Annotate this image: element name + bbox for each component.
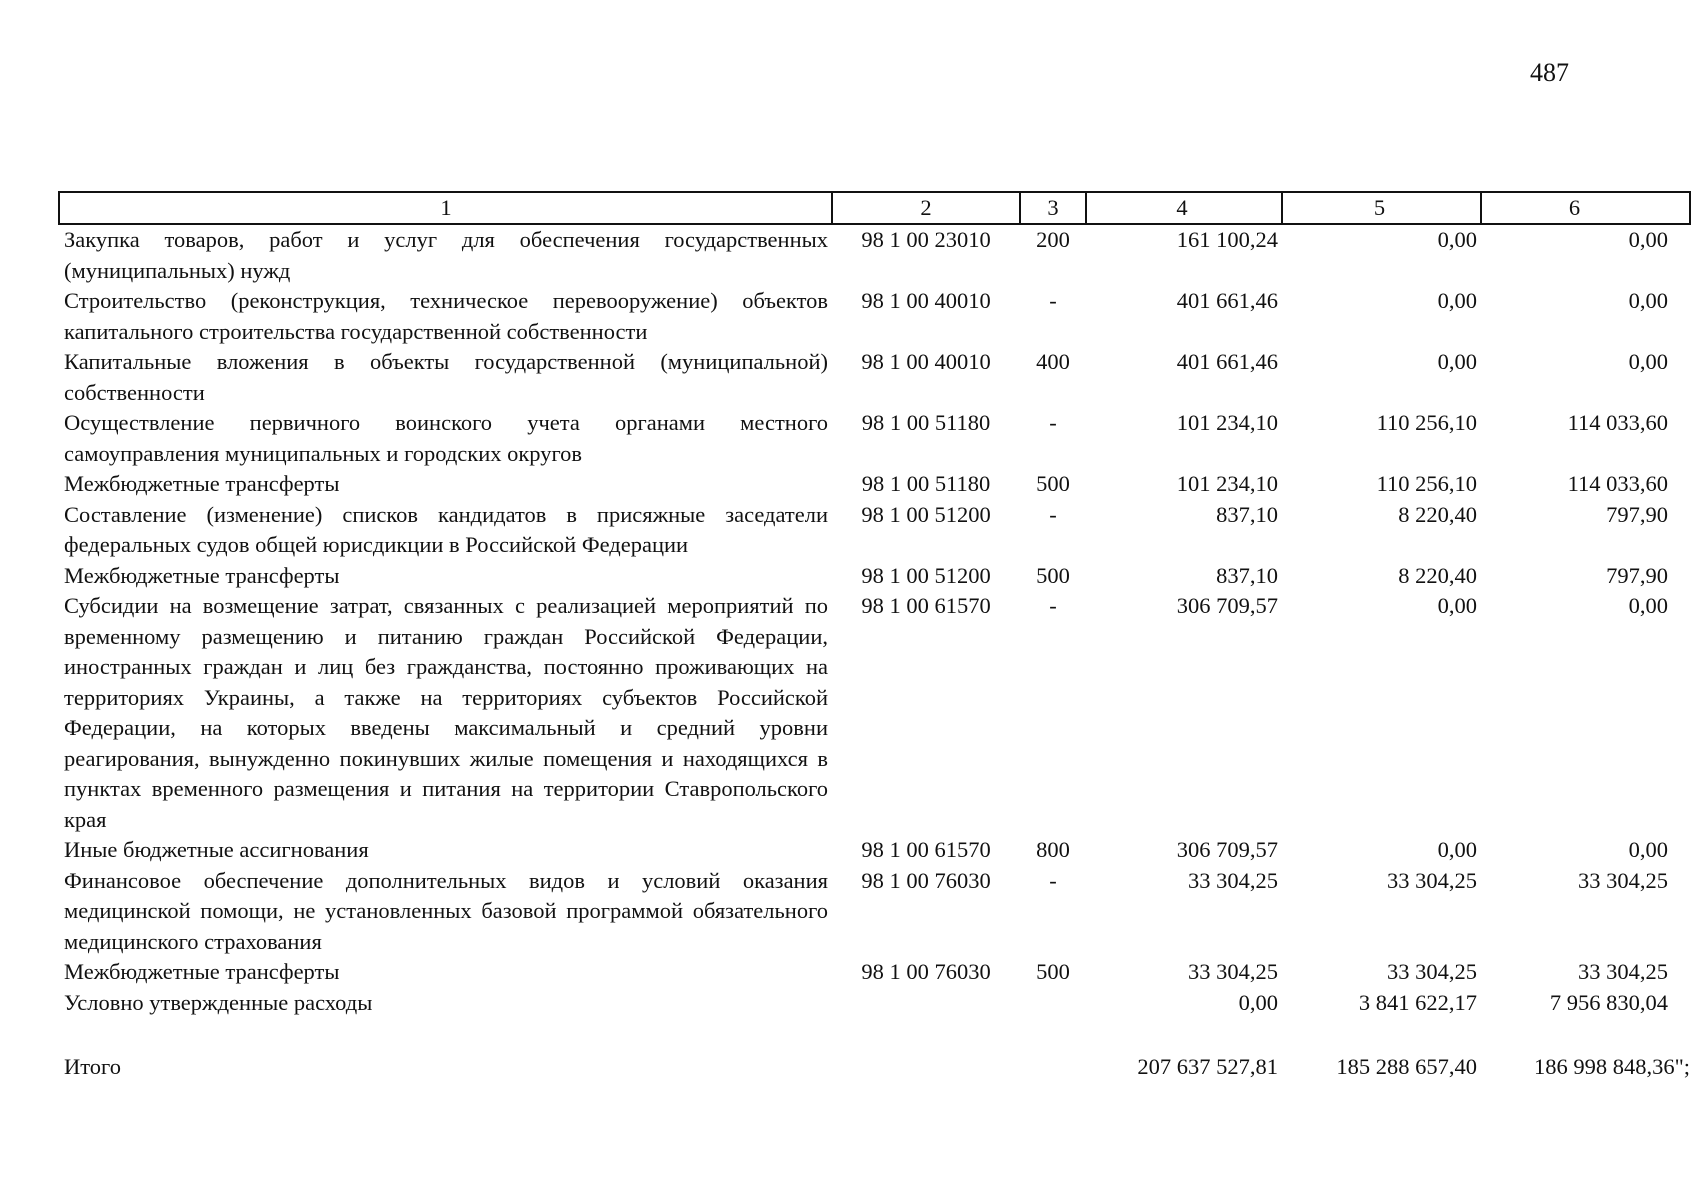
page-number: 487 [1530, 58, 1569, 87]
row-code: 98 1 00 40010 [861, 288, 991, 313]
total-empty-type [1020, 1052, 1086, 1082]
row-code: 98 1 00 76030 [861, 959, 991, 984]
row-code: 98 1 00 61570 [861, 593, 991, 618]
row-value-5: 3 841 622,17 [1358, 989, 1477, 1015]
row-name: Субсидии на возмещение затрат, связанных с реализацией мероприятий по временному размещению и питанию граждан Российской Федерации, иностранных граждан и лиц без гражданства, постоянно проживающих на территориях Украины, а также на территориях субъектов Российской Федерации, на которых введены максимальный и средний уровни реагирования, вынужденно покинувших жилые помещения и находящихся в пунктах временного размещения и питания на территории Ставропольского края [64, 593, 828, 832]
table-row [59, 500, 1690, 561]
row-value-6: 33 304,25 [1578, 867, 1668, 893]
total-label: Итого [64, 1054, 121, 1079]
row-value-5: 33 304,25 [1387, 867, 1477, 893]
table-row [59, 286, 1690, 347]
row-name: Межбюджетные трансферты [64, 562, 340, 588]
row-name: Осуществление первичного воинского учета органами местного самоуправления муниципальных и городских округов [64, 410, 828, 466]
table-row [59, 561, 1690, 592]
row-value-5: 110 256,10 [1376, 410, 1477, 435]
row-value-6: 0,00 [1628, 837, 1668, 862]
row-code: 98 1 00 51180 [861, 471, 991, 496]
row-value-4: 401 661,46 [1176, 288, 1278, 313]
row-type: - [1049, 410, 1057, 435]
row-type: - [1049, 593, 1057, 618]
table-row [59, 469, 1690, 500]
row-value-4: 33 304,25 [1188, 867, 1278, 893]
row-value-4: 837,10 [1216, 501, 1278, 527]
row-name: Составление (изменение) списков кандидатов в присяжные заседатели федеральных судов общей юрисдикции в Российской Федерации [64, 501, 828, 557]
row-code: 98 1 00 51180 [861, 410, 991, 435]
row-value-4: 0,00 [1238, 989, 1278, 1015]
row-name: Строительство (реконструкция, техническое перевооружение) объектов капитального строительства государственной собственности [64, 288, 828, 344]
row-value-6: 0,00 [1628, 227, 1668, 252]
table-row [59, 866, 1690, 958]
row-code: 98 1 00 23010 [861, 227, 991, 252]
row-name: Финансовое обеспечение дополнительных видов и условий оказания медицинской помощи, не установленных базовой программой обязательного медицинского страхования [64, 867, 828, 954]
row-value-4: 33 304,25 [1188, 959, 1278, 984]
row-name: Межбюджетные трансферты [64, 471, 340, 496]
row-code: 98 1 00 61570 [861, 837, 991, 862]
column-header-3: 3 [1020, 192, 1086, 224]
column-number-header-row [59, 192, 1690, 224]
row-value-6: 114 033,60 [1567, 471, 1668, 496]
row-type: 200 [1036, 227, 1070, 252]
row-value-5: 0,00 [1437, 593, 1477, 618]
row-type: 500 [1036, 959, 1070, 984]
row-value-6: 0,00 [1628, 349, 1668, 374]
budget-table [58, 191, 1691, 1082]
row-value-5: 33 304,25 [1387, 959, 1477, 984]
row-value-5: 8 220,40 [1398, 501, 1477, 527]
row-type [1020, 988, 1086, 1019]
table-body [59, 224, 1690, 1082]
row-value-5: 0,00 [1437, 227, 1477, 252]
row-type: 400 [1036, 349, 1070, 374]
row-value-5: 110 256,10 [1376, 471, 1477, 496]
total-empty-code [832, 1052, 1020, 1082]
total-value-6: 186 998 848,36"; [1533, 1054, 1690, 1079]
row-value-5: 0,00 [1437, 288, 1477, 313]
table-row [59, 224, 1690, 286]
row-name: Условно утвержденные расходы [64, 989, 373, 1015]
row-value-6: 0,00 [1628, 593, 1668, 618]
row-value-6: 797,90 [1606, 562, 1668, 588]
row-code: 98 1 00 76030 [861, 867, 991, 893]
row-type: 500 [1036, 471, 1070, 496]
spacer-row [59, 1018, 1690, 1052]
table-row [59, 835, 1690, 866]
row-value-4: 101 234,10 [1176, 471, 1278, 496]
row-code: 98 1 00 40010 [861, 349, 991, 374]
row-name: Капитальные вложения в объекты государственной (муниципальной) собственности [64, 349, 828, 405]
row-value-6: 7 956 830,04 [1549, 989, 1668, 1015]
row-value-4: 306 709,57 [1176, 837, 1278, 862]
row-name: Закупка товаров, работ и услуг для обеспечения государственных (муниципальных) нужд [64, 227, 828, 283]
row-value-6: 797,90 [1606, 501, 1668, 527]
row-name: Иные бюджетные ассигнования [64, 837, 369, 862]
table-row [59, 988, 1690, 1019]
table-row [59, 957, 1690, 988]
row-value-4: 101 234,10 [1176, 410, 1278, 435]
row-value-6: 0,00 [1628, 288, 1668, 313]
column-header-4: 4 [1086, 192, 1282, 224]
column-header-2: 2 [832, 192, 1020, 224]
row-value-4: 401 661,46 [1176, 349, 1278, 374]
row-code: 98 1 00 51200 [861, 562, 991, 588]
row-type: - [1049, 867, 1057, 893]
table-row [59, 347, 1690, 408]
row-value-5: 0,00 [1437, 349, 1477, 374]
row-code [832, 988, 1020, 1019]
row-value-6: 114 033,60 [1567, 410, 1668, 435]
column-header-1: 1 [59, 192, 832, 224]
row-type: - [1049, 501, 1057, 527]
row-value-5: 8 220,40 [1398, 562, 1477, 588]
row-value-4: 306 709,57 [1176, 593, 1278, 618]
row-type: 500 [1036, 562, 1070, 588]
column-header-6: 6 [1481, 192, 1690, 224]
column-header-5: 5 [1282, 192, 1481, 224]
total-value-4: 207 637 527,81 [1137, 1054, 1278, 1079]
table-row [59, 408, 1690, 469]
row-value-4: 161 100,24 [1176, 227, 1278, 252]
total-row [59, 1052, 1690, 1082]
row-value-6: 33 304,25 [1578, 959, 1668, 984]
row-code: 98 1 00 51200 [861, 501, 991, 527]
row-name: Межбюджетные трансферты [64, 959, 340, 984]
row-value-5: 0,00 [1437, 837, 1477, 862]
table-row [59, 591, 1690, 835]
row-type: 800 [1036, 837, 1070, 862]
row-type: - [1049, 288, 1057, 313]
total-value-5: 185 288 657,40 [1336, 1054, 1477, 1079]
row-value-4: 837,10 [1216, 562, 1278, 588]
